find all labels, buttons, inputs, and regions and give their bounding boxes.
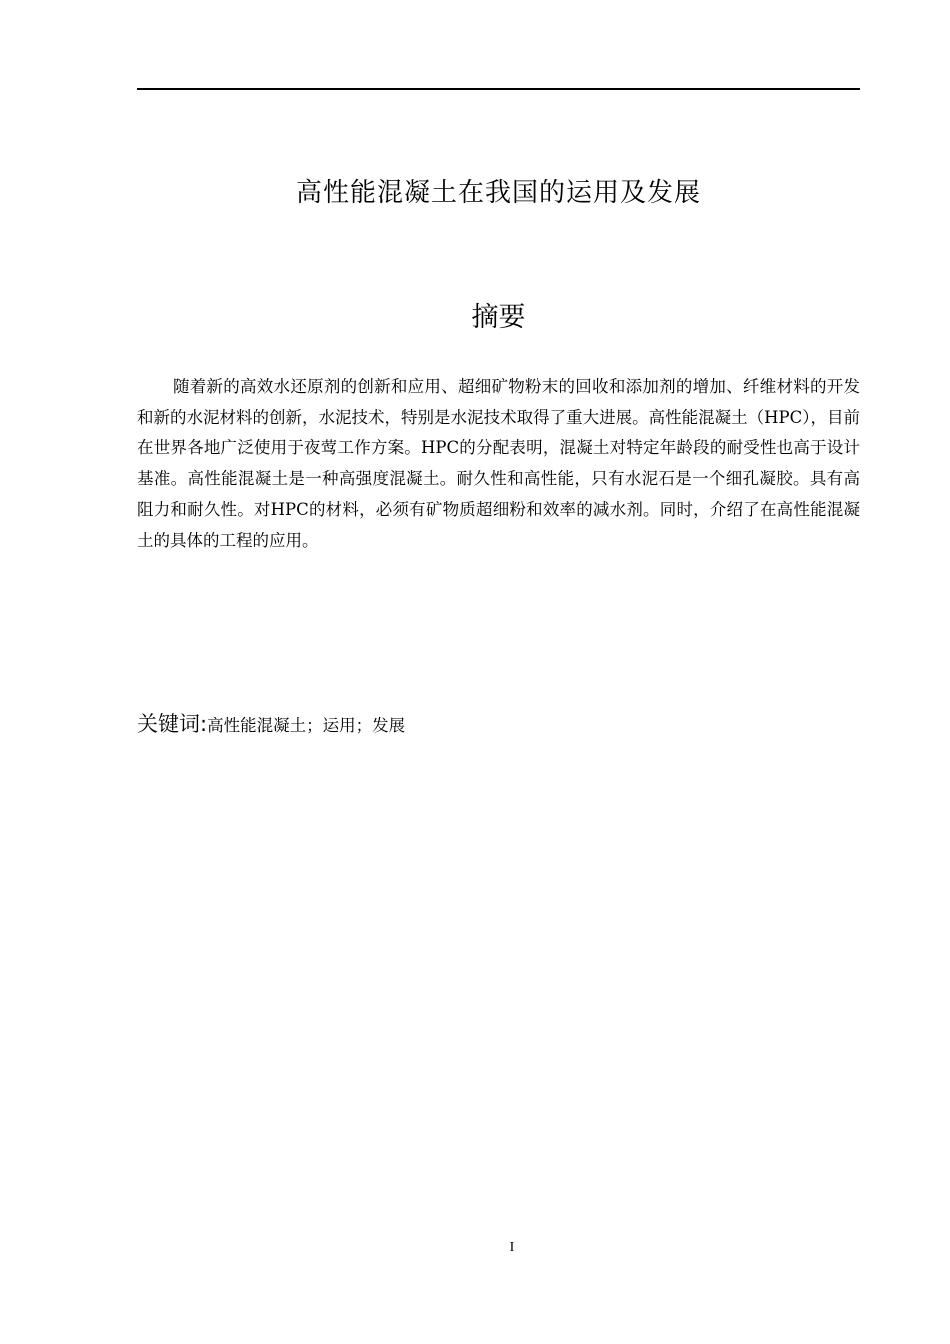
keywords-values: 高性能混凝土；运用；发展 bbox=[207, 716, 406, 735]
header-rule bbox=[137, 88, 860, 90]
document-title: 高性能混凝土在我国的运用及发展 bbox=[295, 178, 701, 208]
keywords-line bbox=[137, 706, 860, 744]
keywords-label: 关键词: bbox=[137, 712, 208, 736]
page-number: I bbox=[509, 1240, 515, 1255]
abstract-heading: 摘要 bbox=[471, 302, 526, 333]
abstract-body: 随着新的高效水还原剂的创新和应用、超细矿物粉末的回收和添加剂的增加、纤维材料的开发和新的水泥材料的创新，水泥技术，特别是水泥技术取得了重大进展。高性能混凝土（HPC），目前在世界各地广泛使用于夜莺工作方案。HPC的分配表明，混凝土对特定年龄段的耐受性也高于设计基准。高性能混凝土是一种高强度混凝土。耐久性和高性能，只有水泥石是一个细孔凝胶。具有高阻力和耐久性。对HPC的材料，必须有矿物质超细粉和效率的减水剂。同时，介绍了在高性能混凝土的具体的工程的应用。 bbox=[137, 377, 860, 550]
